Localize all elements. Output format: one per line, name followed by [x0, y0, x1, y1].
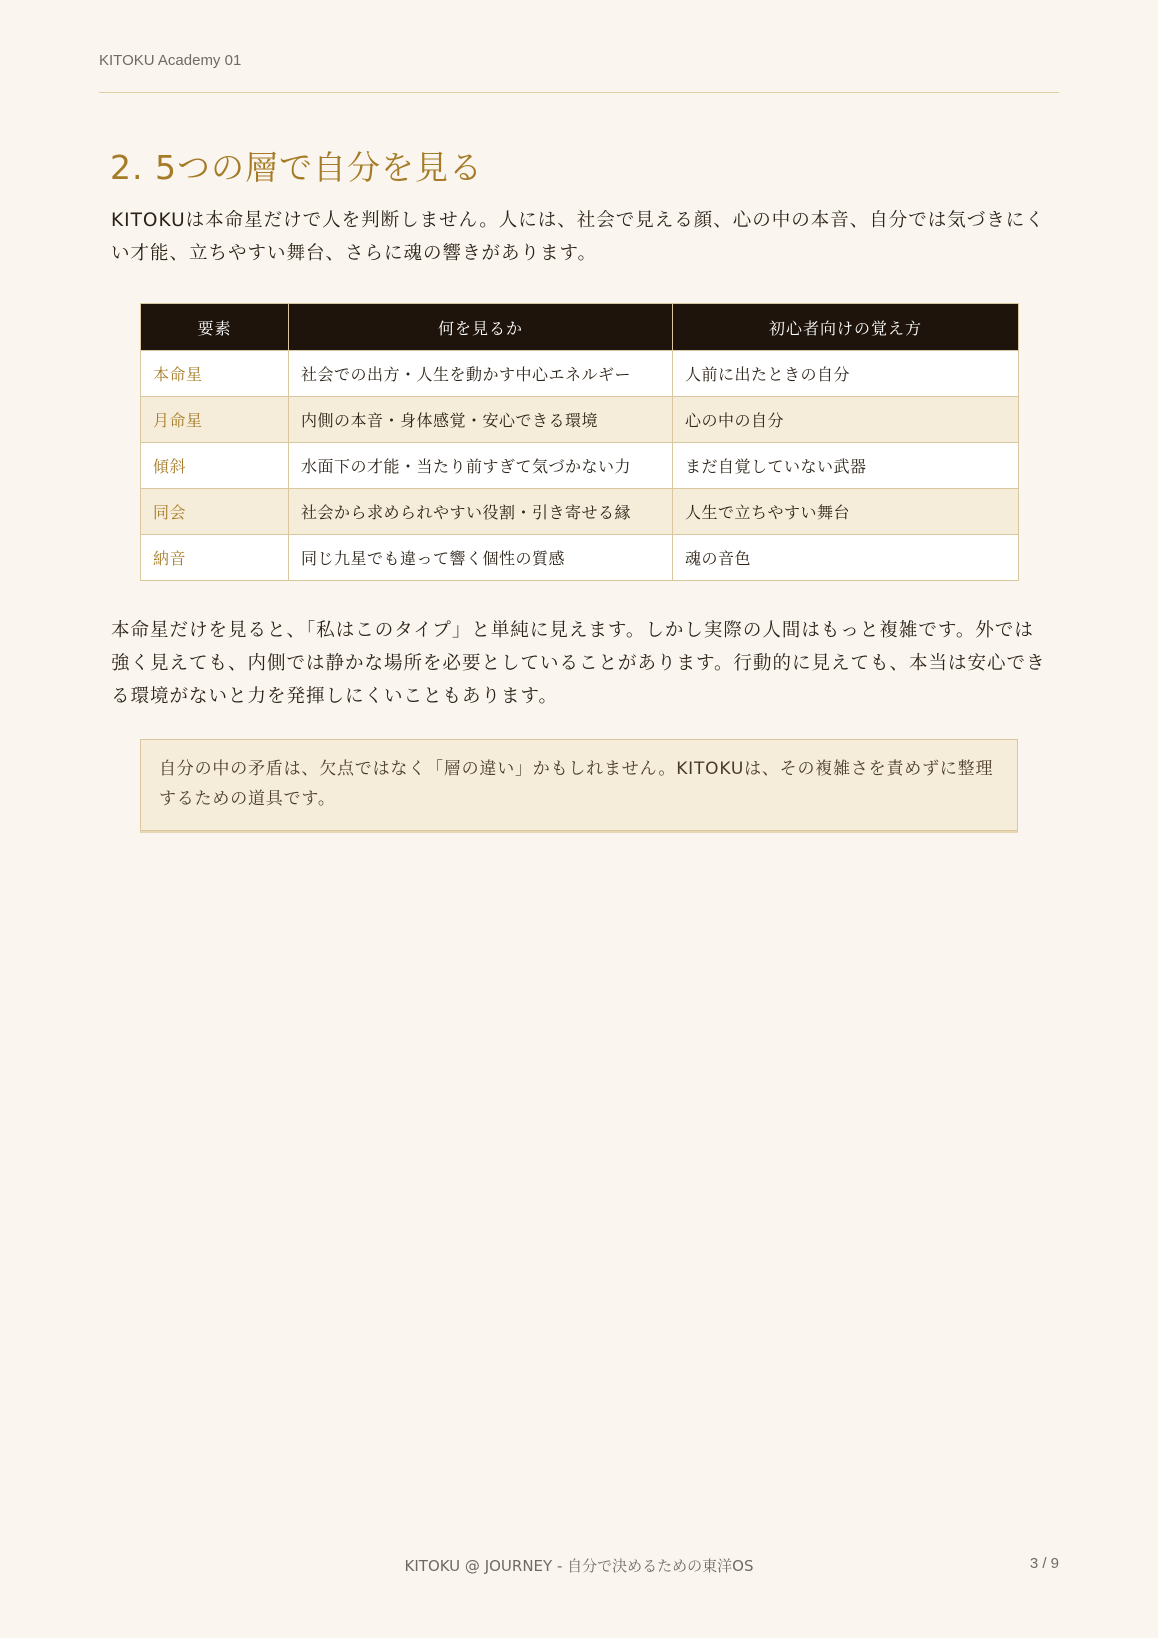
table-row	[141, 351, 1019, 397]
table-row	[141, 397, 1019, 443]
column-header-what: 何を見るか	[289, 304, 673, 351]
column-header-element: 要素	[141, 304, 289, 351]
element-cell: 同会	[141, 489, 289, 535]
header-divider	[99, 92, 1059, 93]
table-row	[141, 535, 1019, 581]
table-row	[141, 489, 1019, 535]
table-header-row	[141, 304, 1019, 351]
what-cell: 同じ九星でも違って響く個性の質感	[289, 535, 673, 581]
element-cell: 本命星	[141, 351, 289, 397]
page-number: 3 / 9	[1029, 1555, 1059, 1572]
section-title: 2. 5つの層で自分を見る	[110, 148, 483, 187]
element-cell: 月命星	[141, 397, 289, 443]
running-header: KITOKU Academy 01	[99, 52, 242, 69]
callout-box	[140, 739, 1018, 831]
element-cell: 納音	[141, 535, 289, 581]
body-paragraph: 本命星だけを見ると、「私はこのタイプ」と単純に見えます。しかし実際の人間はもっと複雑です。外では強く見えても、内側では静かな場所を必要としていることがあります。行動的に見えても、本当は安心できる環境がないと力を発揮しにくいこともあります。	[111, 620, 1046, 707]
memo-cell: まだ自覚していない武器	[673, 443, 1019, 489]
what-cell: 内側の本音・身体感覚・安心できる環境	[289, 397, 673, 443]
memo-cell: 人生で立ちやすい舞台	[673, 489, 1019, 535]
memo-cell: 魂の音色	[673, 535, 1019, 581]
table-row	[141, 443, 1019, 489]
what-cell: 社会での出方・人生を動かす中心エネルギー	[289, 351, 673, 397]
memo-cell: 心の中の自分	[673, 397, 1019, 443]
memo-cell: 人前に出たときの自分	[673, 351, 1019, 397]
what-cell: 水面下の才能・当たり前すぎて気づかない力	[289, 443, 673, 489]
footer-title: KITOKU @ JOURNEY - 自分で決めるための東洋OS	[404, 1557, 754, 1575]
layers-table	[140, 303, 1019, 581]
intro-paragraph: KITOKUは本命星だけで人を判断しません。人には、社会で見える顔、心の中の本音、自分では気づきにくい才能、立ちやすい舞台、さらに魂の響きがあります。	[111, 210, 1045, 264]
what-cell: 社会から求められやすい役割・引き寄せる縁	[289, 489, 673, 535]
column-header-memo: 初心者向けの覚え方	[673, 304, 1019, 351]
callout-text: 自分の中の矛盾は、欠点ではなく「層の違い」かもしれません。KITOKUは、その複雑さを責めずに整理するための道具です。	[159, 759, 994, 809]
element-cell: 傾斜	[141, 443, 289, 489]
